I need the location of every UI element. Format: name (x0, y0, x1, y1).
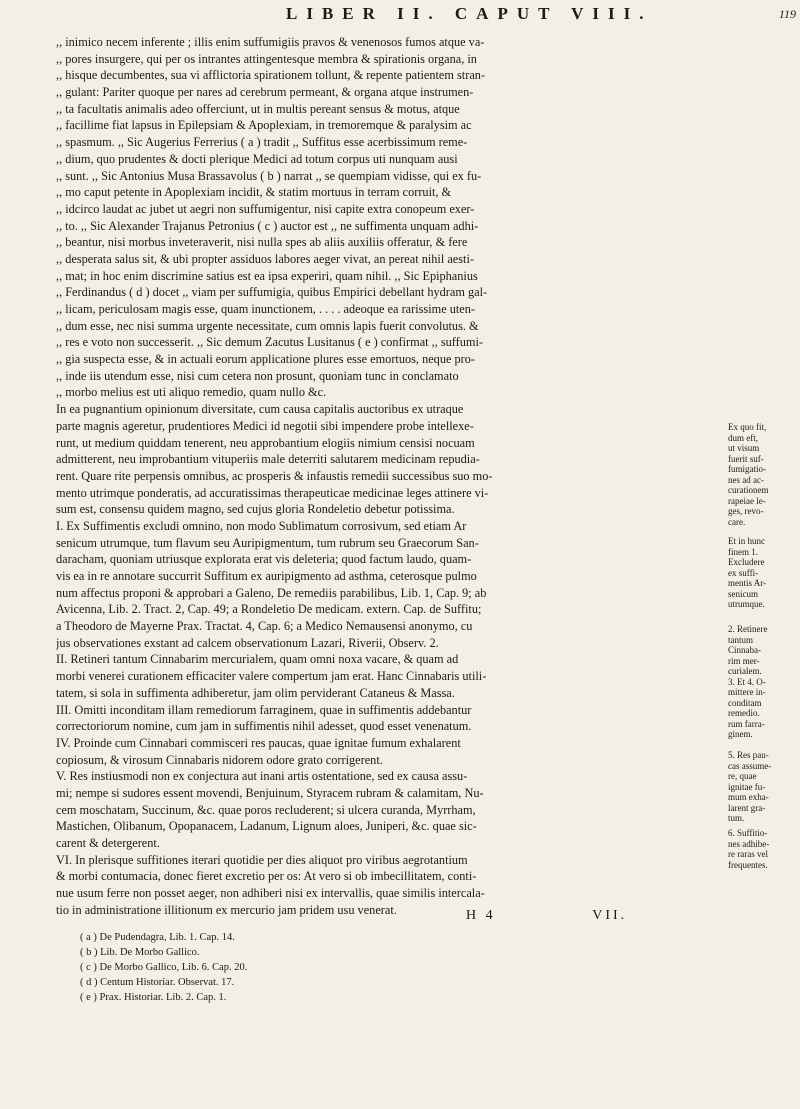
text-line: daracham, quoniam utriusque explorata erat vis deleteria; quod factum laudo, quam- (56, 552, 472, 567)
marginal-note-line: tantum (728, 634, 753, 645)
marginal-note-line: remedio. (728, 708, 760, 718)
text-line: V. Res instiusmodi non ex conjectura aut inani artis ostentatione, sed ex causa assu- (56, 769, 468, 784)
marginal-note-line: 2. Retinere (728, 624, 768, 634)
marginal-note-line: re raras vel (728, 849, 768, 859)
text-line: ,, gia suspecta esse, & in actuali eorum applicatione plures esse emortuos, neque pro- (56, 352, 475, 367)
marginal-note-line: larent gra- (728, 802, 766, 813)
text-line: ,, spasmum. ,, Sic Augerius Ferrerius ( a ) tradit ,, Suffitus esse acerbissimum reme- (56, 135, 468, 150)
text-line: ,, facillime fiat lapsus in Epilepsiam & Apoplexiam, in tremoremque & paralysim ac (56, 118, 472, 133)
marginal-note-line: fumigatio- (728, 464, 766, 474)
marginal-note-ex-quo-fit (728, 422, 800, 527)
footnote: ( a ) De Pudendagra, Lib. 1. Cap. 14. (80, 932, 235, 943)
footnote: ( b ) Lib. De Morbo Gallico. (80, 947, 200, 958)
marginal-note-line: ignitae fu- (728, 781, 766, 792)
text-line: correctoriorum nomine, cum jam in suffimentis nihil adesset, quod esset venenatum. (56, 719, 472, 734)
marginal-note-line: mentis Ar- (728, 578, 767, 588)
marginal-note-line: re, quae (728, 771, 757, 781)
marginal-note-line: frequentes. (728, 859, 768, 870)
marginal-note-line: curationem (728, 485, 769, 495)
marginal-note-line: cas assume- (728, 760, 772, 771)
marginal-note-line: nes ad ac- (728, 474, 764, 485)
text-line: ,, inde iis utendum esse, nisi cum cetera non prosunt, quoniam tunc in conclamato (56, 368, 459, 383)
text-line: ,, dium, quo prudentes & docti plerique Medici ad totum corpus uti nunquam ausi (56, 151, 458, 166)
marginal-note-suffitiones (728, 828, 800, 870)
marginal-note-res-paucas (728, 750, 800, 824)
text-line: ,, inimico necem inferente ; illis enim suffumigiis pravos & venenosos fumos atque va- (56, 35, 485, 49)
running-head: LIBER II. CAPUT VIII. (286, 4, 653, 23)
text-line: a Theodoro de Mayerne Prax. Tractat. 4, Cap. 6; a Medico Nemausensi anonymo, cu (56, 619, 473, 634)
signature-mark: H 4 (466, 908, 496, 923)
marginal-note-line: finem 1. (728, 546, 758, 557)
marginal-note-line: rum farra- (728, 718, 765, 729)
text-line: ,, licam, periculosam magis esse, quam inunctionem, . . . . adeoque ea rarissime uten- (56, 302, 475, 316)
marginal-note-excludere-arsenicum (728, 536, 800, 610)
text-line: ,, beantur, nisi morbus inveteraverit, nisi nulla spes ab aliis auxiliis offeratur, & fere (56, 235, 468, 250)
marginal-note-line: mittere in- (728, 687, 766, 697)
marginal-note-line: care. (728, 516, 746, 527)
text-line: sum est, consensu quidem magno, sed cujus gloria Rondeletio debetur potissima. (56, 502, 455, 517)
text-line: In ea pugnantium opinionum diversitate, cum causa capitalis auctoribus ex utraque (56, 402, 464, 417)
marginal-note-line: utrumque. (728, 599, 765, 609)
text-line: IV. Proinde cum Cinnabari commisceri res paucas, quae ignitae fumum exhalarent (56, 735, 461, 750)
text-line: copiosum, & virosum Cinnabaris nidorem odore grato corrigerent. (56, 752, 383, 767)
text-line: mi; nempe si sudores essent movendi, Benjuinum, Styracem rubram & calamitam, Nu- (56, 785, 484, 800)
page-header (60, 4, 800, 30)
text-line: ,, sunt. ,, Sic Antonius Musa Brassavolus ( b ) narrat ,, se quempiam vidisse, qui ex fu- (56, 168, 482, 183)
marginal-note-line: dum eft, (728, 432, 758, 443)
main-text-column (56, 34, 720, 918)
marginal-note-line: ut visum (728, 443, 760, 453)
text-line: Avicenna, Lib. 2. Tract. 2, Cap. 49; a Rondeletio De medicam. extern. Cap. de Suffitu; (56, 602, 482, 617)
text-line: III. Omitti inconditam illam remediorum farraginem, quae in suffimentis addebantur (56, 702, 472, 717)
text-line: VI. In plerisque suffitiones iterari quotidie per dies aliquot pro viribus aegrotantium (56, 852, 468, 867)
text-line: ,, desperata salus sit, & ubi propter assiduos labores aeger vivat, an pereat nihil aesti- (56, 251, 474, 266)
text-line: parte magnis ageretur, prudentiores Medici id negotii sibi impendere probe intellexe- (56, 418, 474, 433)
marginal-note-line: ginem. (728, 729, 753, 739)
marginal-note-line: mum exha- (728, 792, 769, 802)
text-line: ,, idcirco laudat ac jubet ut aegri non suffumigentur, nisi capite extra conopeum exer- (56, 201, 475, 216)
marginal-note-line: rapeiae le- (728, 495, 766, 506)
text-line: ,, pores insurgere, qui per os intrantes attingentesque membra & spirationis organa, in (56, 51, 477, 66)
footnote: ( c ) De Morbo Gallico, Lib. 6. Cap. 20. (80, 962, 248, 973)
marginal-note-retinere-cinnabarim (728, 624, 800, 740)
text-line: Mastichen, Olibanum, Opopanacem, Ladanum, Lignum aloes, Juniperi, &c. quae sic- (56, 819, 477, 834)
marginal-note-line: tum. (728, 813, 745, 823)
text-line: ,, Ferdinandus ( d ) docet ,, viam per suffumigia, quibus Empirici debellant hydram gal- (56, 285, 488, 300)
text-line: morbi venerei curationem efficaciter valere compertum jam erat. Hanc Cinnabaris utili- (56, 669, 487, 684)
text-line: mento utrimque ponderatis, ad accuratissimas therapeuticae medicinae leges attinere vi- (56, 485, 489, 500)
text-line: admitterent, neu improbantium vituperiis male deterriti salutarem medicinam repudia- (56, 452, 480, 467)
text-line: jus observationes exstant ad calcem observationum Lazari, Riverii, Observ. 2. (56, 635, 439, 650)
text-line: ,, dum esse, nec nisi summa urgente necessitate, cum omnis lapis fuerit convolutus. & (56, 318, 479, 333)
marginal-note-line: 6. Suffitio- (728, 828, 768, 838)
text-line: senicum utrumque, tum flavum seu Auripigmentum, tum rubrum seu Graecorum San- (56, 535, 479, 550)
text-line: II. Retineri tantum Cinnabarim mercurialem, quam omni noxa vacare, & quam ad (56, 652, 459, 667)
marginal-note-line: nes adhibe- (728, 838, 770, 849)
footnotes (80, 930, 720, 1005)
text-line: I. Ex Suffimentis excludi omnino, non modo Sublimatum corrosivum, sed etiam Ar (56, 518, 467, 533)
page-number: 119 (778, 7, 796, 21)
text-line: nue usum ferre non posset aeger, non adhiberi nisi ex intervallis, quae similis intercala- (56, 886, 485, 901)
text-line: ,, mo caput petente in Apoplexiam incidit, & statim mortuus in terram corruit, & (56, 185, 452, 200)
text-line: tio in administratione illitionum ex mercurio jam pridem usu venerat. (56, 902, 397, 917)
marginal-note-line: curialem. (728, 666, 762, 676)
text-line: ,, gulant: Pariter quoque per nares ad cerebrum permeant, & organa atque instrumen- (56, 85, 474, 100)
text-line: runt, ut medium quiddam tenerent, neu approbantium elogiis nimium censisi nocuam (56, 435, 475, 450)
marginal-note-line: ges, revo- (728, 506, 764, 516)
text-line: ,, morbo melius est uti aliquo remedio, quam nullo &c. (56, 385, 327, 400)
text-line: ,, ta facultatis animalis adeo offerciunt, ut in multis pereant sensus & motus, atque (56, 101, 460, 116)
marginal-note-line: 5. Res pau- (728, 750, 769, 760)
text-line: ,, to. ,, Sic Alexander Trajanus Petronius ( c ) auctor est ,, ne suffimenta unquam adhi- (56, 218, 479, 233)
text-line: vis ea in re annotare succurrit Suffitum ex auripigmento ad asthma, ceterosque pulmo (56, 569, 477, 583)
marginal-note-line: Ex quo fit, (728, 422, 767, 432)
footnote: ( e ) Prax. Historiar. Lib. 2. Cap. 1. (80, 992, 227, 1003)
marginal-note-line: Et in hunc (728, 536, 765, 546)
text-line: cem moschatam, Succinum, &c. quae poros recluderent; si ulcera curanda, Myrrham, (56, 802, 476, 817)
marginal-note-line: rim mer- (728, 655, 760, 666)
marginal-note-line: senicum (728, 588, 758, 599)
text-line: num affectus proponi & approbari a Galeno, De remediis parabilibus, Lib. 1, Cap. 9; ab (56, 585, 487, 600)
marginal-note-line: Excludere (728, 557, 765, 567)
text-line: ,, hisque decumbentes, sua vi afflictoria spirationem tollunt, & repente patientem stran- (56, 68, 486, 83)
text-line: & morbi contumacia, donec fieret excretio per os: At vero si ob imbecillitatem, conti- (56, 869, 477, 884)
catchword: VII. (592, 908, 628, 923)
marginal-note-line: fuerit suf- (728, 453, 764, 464)
marginal-note-line: ex suffi- (728, 567, 759, 578)
text-line: ,, res e voto non successerit. ,, Sic demum Zacutus Lusitanus ( e ) confirmat ,, suffumi- (56, 335, 483, 350)
text-line: tatem, si sola in suffimenta adhiberetur, jam olim perviderant Cataneus & Massa. (56, 685, 455, 700)
text-line: rent. Quare rite perpensis omnibus, ac prosperis & infaustis remedii successibus suo mo- (56, 468, 493, 483)
marginal-note-line: Cinnaba- (728, 645, 761, 655)
text-line: carent & detergerent. (56, 836, 160, 850)
marginal-note-line: conditam (728, 697, 762, 708)
text-line: ,, mat; in hoc enim discrimine satius est ea ipsa experiri, quam nihil. ,, Sic Epiphanius (56, 268, 478, 283)
marginal-note-line: 3. Et 4. O- (728, 676, 766, 687)
signature-line (466, 908, 627, 924)
footnote: ( d ) Centum Historiar. Observat. 17. (80, 977, 235, 988)
